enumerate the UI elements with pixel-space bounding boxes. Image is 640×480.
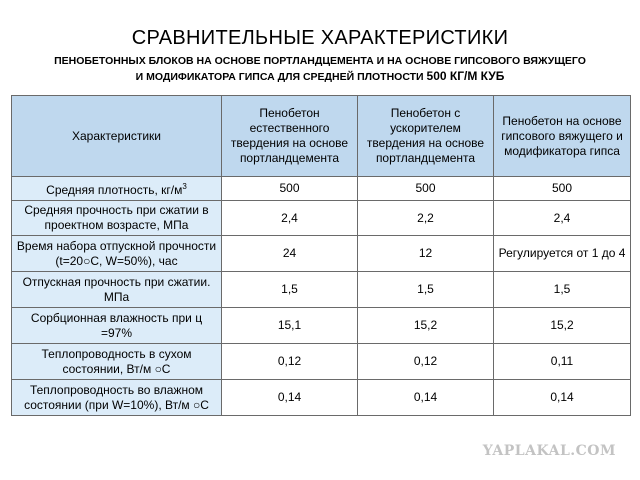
table-cell: 2,4 bbox=[494, 201, 631, 236]
table-cell: 500 bbox=[222, 177, 358, 201]
table-row bbox=[12, 201, 631, 236]
table-cell: 0,12 bbox=[358, 344, 494, 380]
table-cell: 2,2 bbox=[358, 201, 494, 236]
table-cell: 15,1 bbox=[222, 308, 358, 344]
row-label: Сорбционная влажность при ц =97% bbox=[12, 308, 222, 344]
page-subtitle bbox=[40, 54, 600, 85]
header-natural-hardening: Пенобетон естественного твердения на основе портландцемента bbox=[222, 96, 358, 177]
table-cell: 15,2 bbox=[358, 308, 494, 344]
table-header-row bbox=[12, 96, 631, 177]
table-cell: Регулируется от 1 до 4 bbox=[494, 236, 631, 272]
table-cell: 12 bbox=[358, 236, 494, 272]
subtitle-line-2 bbox=[40, 69, 600, 85]
subtitle-line-2-main: И МОДИФИКАТОРА ГИПСА ДЛЯ СРЕДНЕЙ ПЛОТНОСТИ bbox=[135, 71, 427, 83]
table-cell: 0,14 bbox=[494, 380, 631, 416]
row-label: Теплопроводность в сухом состоянии, Вт/м ○С bbox=[12, 344, 222, 380]
table-cell: 1,5 bbox=[222, 272, 358, 308]
subtitle-line-2-unit: 500 КГ/М КУБ bbox=[426, 69, 505, 83]
table-cell: 500 bbox=[494, 177, 631, 201]
row-label: Теплопроводность во влажном состоянии (при W=10%), Вт/м ○С bbox=[12, 380, 222, 416]
table-cell: 2,4 bbox=[222, 201, 358, 236]
table-row bbox=[12, 177, 631, 201]
table-cell: 0,11 bbox=[494, 344, 631, 380]
table-row bbox=[12, 308, 631, 344]
table-cell: 500 bbox=[358, 177, 494, 201]
table-cell: 15,2 bbox=[494, 308, 631, 344]
page-title: СРАВНИТЕЛЬНЫЕ ХАРАКТЕРИСТИКИ bbox=[131, 27, 509, 49]
watermark: YAPLAKAL.COM bbox=[482, 443, 616, 459]
table-cell: 0,14 bbox=[222, 380, 358, 416]
table-row bbox=[12, 344, 631, 380]
row-label: Средняя прочность при сжатии в проектном возрасте, МПа bbox=[12, 201, 222, 236]
row-label-text: Средняя плотность, кг/м bbox=[46, 183, 183, 197]
table-cell: 0,14 bbox=[358, 380, 494, 416]
table-cell: 1,5 bbox=[494, 272, 631, 308]
table-cell: 24 bbox=[222, 236, 358, 272]
subtitle-line-1: ПЕНОБЕТОННЫХ БЛОКОВ НА ОСНОВЕ ПОРТЛАНДЦЕМЕНТА И НА ОСНОВЕ ГИПСОВОГО ВЯЖУЩЕГО bbox=[54, 55, 586, 67]
header-characteristics: Характеристики bbox=[12, 96, 222, 177]
table-cell: 0,12 bbox=[222, 344, 358, 380]
row-label: Время набора отпускной прочности (t=20○С, W=50%), час bbox=[12, 236, 222, 272]
table-cell: 1,5 bbox=[358, 272, 494, 308]
header-gypsum-based: Пенобетон на основе гипсового вяжущего и модификатора гипса bbox=[494, 96, 631, 177]
row-label: Отпускная прочность при сжатии. МПа bbox=[12, 272, 222, 308]
row-label-superscript: 3 bbox=[182, 182, 187, 191]
table-row bbox=[12, 272, 631, 308]
table-row bbox=[12, 380, 631, 416]
row-label bbox=[12, 177, 222, 201]
table-row bbox=[12, 236, 631, 272]
comparison-table bbox=[11, 95, 631, 416]
header-accelerated-hardening: Пенобетон с ускорителем твердения на основе портландцемента bbox=[358, 96, 494, 177]
